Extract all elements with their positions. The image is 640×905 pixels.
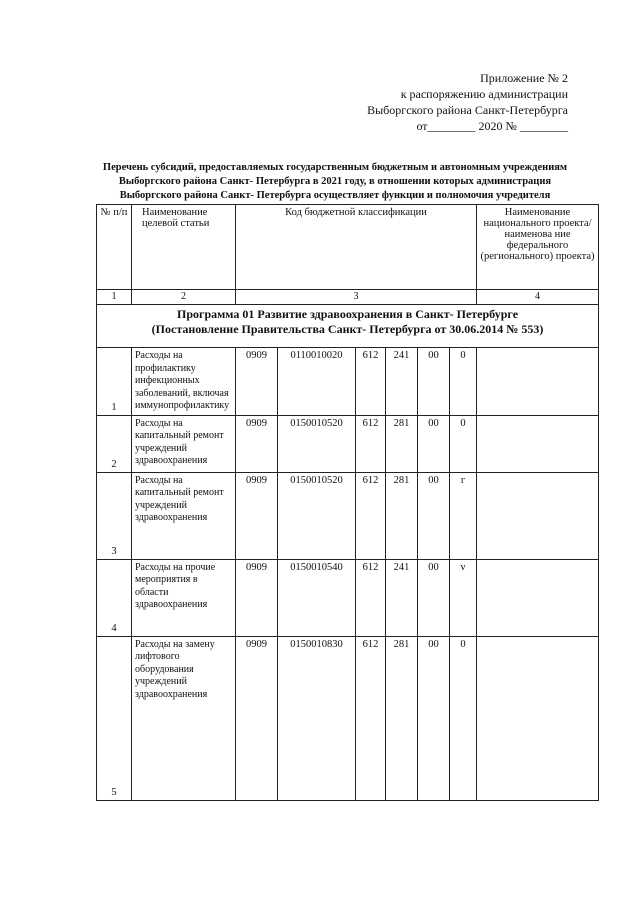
- code-extra: 0: [450, 636, 477, 800]
- title-line-2: Выборгского района Санкт- Петербурга в 2021 году, в отношении которых администрация: [118, 176, 552, 187]
- row-number: 5: [97, 636, 132, 800]
- row-number: 1: [97, 348, 132, 416]
- code-sub: 00: [418, 348, 450, 416]
- program-cell: [97, 305, 599, 348]
- code-expense-type: 612: [356, 472, 386, 559]
- table-index-row: [97, 290, 599, 305]
- code-kosgu: 241: [386, 348, 418, 416]
- row-project: [477, 348, 599, 416]
- code-expense-type: 612: [356, 636, 386, 800]
- program-title: Программа 01 Развитие здравоохранения в Санкт- Петербурге: [177, 307, 519, 321]
- code-expense-type: 612: [356, 559, 386, 636]
- code-target: 0110010020: [278, 348, 356, 416]
- header-code: Код бюджетной классификации: [236, 205, 477, 290]
- row-project: [477, 472, 599, 559]
- row-project: [477, 415, 599, 472]
- header-project: Наименование национального проекта/наименова ние федерального (регионального) проекта): [477, 205, 599, 290]
- code-expense-type: 612: [356, 348, 386, 416]
- code-extra: 0: [450, 415, 477, 472]
- table-row: [97, 636, 599, 800]
- index-cell: 1: [97, 290, 132, 305]
- row-name: Расходы на капитальный ремонт учреждений здравоохранения: [132, 415, 236, 472]
- title-line-3: Выборгского района Санкт- Петербурга осуществляет функции и полномочия учредителя: [119, 190, 551, 201]
- subsidies-table: [96, 204, 599, 801]
- row-name: Расходы на замену лифтового оборудования учреждений здравоохранения: [132, 636, 236, 800]
- code-target: 0150010830: [278, 636, 356, 800]
- code-extra: v: [450, 559, 477, 636]
- appendix-header: [367, 70, 568, 134]
- appendix-date-number: от________ 2020 № ________: [416, 119, 568, 133]
- table-header-row: [97, 205, 599, 290]
- code-sub: 00: [418, 559, 450, 636]
- document-title: [95, 161, 575, 203]
- table-row: [97, 348, 599, 416]
- program-row: [97, 305, 599, 348]
- code-sub: 00: [418, 472, 450, 559]
- table-row: [97, 415, 599, 472]
- code-sub: 00: [418, 636, 450, 800]
- code-section: 0909: [236, 348, 278, 416]
- index-cell: 4: [477, 290, 599, 305]
- code-section: 0909: [236, 415, 278, 472]
- code-target: 0150010520: [278, 415, 356, 472]
- appendix-number: Приложение № 2: [480, 71, 568, 85]
- index-cell: 2: [132, 290, 236, 305]
- row-name: Расходы на прочие мероприятия в области здравоохранения: [132, 559, 236, 636]
- row-name: Расходы на капитальный ремонт учреждений здравоохранения: [132, 472, 236, 559]
- code-kosgu: 281: [386, 415, 418, 472]
- appendix-order-ref: к распоряжению администрации: [400, 87, 568, 101]
- code-extra: 0: [450, 348, 477, 416]
- code-target: 0150010540: [278, 559, 356, 636]
- code-section: 0909: [236, 472, 278, 559]
- code-extra: г: [450, 472, 477, 559]
- code-expense-type: 612: [356, 415, 386, 472]
- code-kosgu: 281: [386, 636, 418, 800]
- code-kosgu: 241: [386, 559, 418, 636]
- header-num: № п/п: [97, 205, 132, 290]
- row-name: Расходы на профилактику инфекционных заболеваний, включая иммунопрофилактику: [132, 348, 236, 416]
- table-row: [97, 559, 599, 636]
- row-number: 3: [97, 472, 132, 559]
- index-cell: 3: [236, 290, 477, 305]
- program-decree: (Постановление Правительства Санкт- Петербурга от 30.06.2014 № 553): [151, 322, 544, 336]
- row-number: 2: [97, 415, 132, 472]
- code-section: 0909: [236, 559, 278, 636]
- code-sub: 00: [418, 415, 450, 472]
- code-section: 0909: [236, 636, 278, 800]
- table-row: [97, 472, 599, 559]
- appendix-district: Выборгского района Санкт-Петербурга: [367, 103, 568, 117]
- row-number: 4: [97, 559, 132, 636]
- row-project: [477, 559, 599, 636]
- row-project: [477, 636, 599, 800]
- header-name: Наименование целевой статьи: [132, 205, 236, 290]
- title-line-1: Перечень субсидий, предоставляемых государственным бюджетным и автономным учреждениям: [102, 162, 568, 173]
- code-kosgu: 281: [386, 472, 418, 559]
- code-target: 0150010520: [278, 472, 356, 559]
